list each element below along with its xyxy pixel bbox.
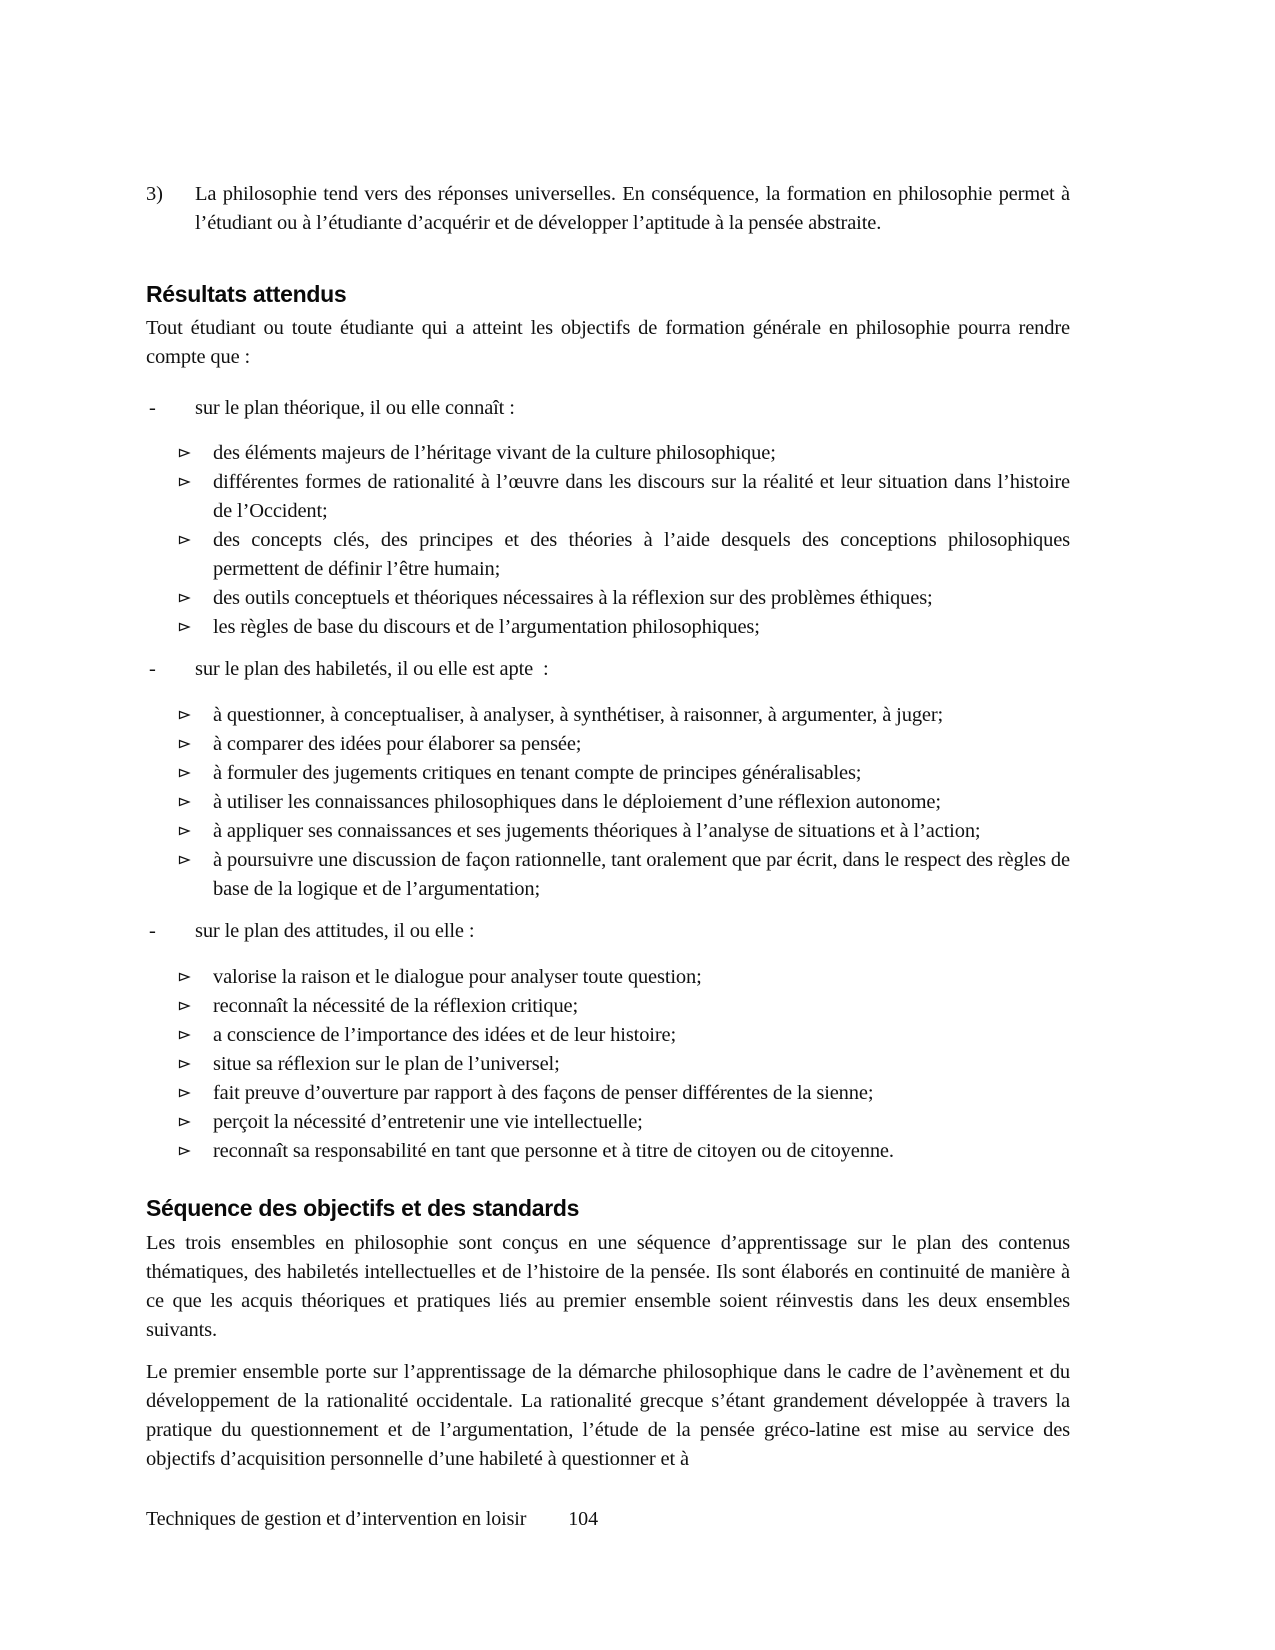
group-label-text: sur le plan des habiletés, il ou elle est apte : [195,658,549,680]
list-item [178,1108,1070,1137]
list-item-text: valorise la raison et le dialogue pour analyser toute question; [213,966,702,988]
heading-resultats-attendus: Résultats attendus [146,281,347,307]
list-item [178,613,1070,642]
list-item [178,788,1070,817]
list-item [178,584,1070,613]
list-item-text: des concepts clés, des principes et des théories à l’aide desquels des conceptions philosophiques permettent de définir l’être humain; [213,529,1070,580]
page-number: 104 [568,1508,598,1530]
list-item [178,526,1070,584]
page-footer [146,1506,598,1532]
list-item [178,468,1070,526]
list-item-text: à comparer des idées pour élaborer sa pensée; [213,733,582,755]
resultats-intro-paragraph: Tout étudiant ou toute étudiante qui a atteint les objectifs de formation générale en philosophie pourra rendre compte que : [146,317,1070,368]
footer-title: Techniques de gestion et d’intervention en loisir [146,1508,527,1530]
arrow-bullet-icon [178,468,213,526]
list-item-text: à questionner, à conceptualiser, à analyser, à synthétiser, à raisonner, à argumenter, à juger; [213,704,944,726]
arrow-bullet-icon [178,1108,213,1137]
arrow-bullet-icon [178,730,213,759]
list-item-text: à formuler des jugements critiques en tenant compte de principes généralisables; [213,762,862,784]
dash-bullet: - [149,397,156,419]
list-item-text: perçoit la nécessité d’entretenir une vie intellectuelle; [213,1111,643,1133]
item-number: 3) [146,183,163,205]
arrow-bullet-icon [178,1021,213,1050]
arrow-bullet-icon [178,701,213,730]
list-item [178,701,1070,730]
list-item [178,846,1070,904]
list-item-text: reconnaît la nécessité de la réflexion critique; [213,995,579,1017]
group-label-habiletes [146,655,1070,684]
numbered-item-3 [146,180,1070,238]
list-item-text: à utiliser les connaissances philosophiques dans le déploiement d’une réflexion autonome; [213,791,941,813]
dash-bullet: - [149,658,156,680]
heading-sequence: Séquence des objectifs et des standards [146,1195,580,1221]
arrow-bullet-icon [178,1137,213,1166]
arrow-bullet-icon [178,963,213,992]
list-item-text: fait preuve d’ouverture par rapport à des façons de penser différentes de la sienne; [213,1082,874,1104]
list-item-text: des éléments majeurs de l’héritage vivant de la culture philosophique; [213,442,776,464]
arrow-bullet-icon [178,1050,213,1079]
dash-bullet: - [149,920,156,942]
list-item-text: différentes formes de rationalité à l’œuvre dans les discours sur la réalité et leur situation dans l’histoire de l’Occident; [213,471,1070,522]
arrow-bullet-icon [178,992,213,1021]
item-text: La philosophie tend vers des réponses universelles. En conséquence, la formation en philosophie permet à l’étudiant ou à l’étudiante d’acquérir et de développer l’aptitude à la pensée abstraite. [195,183,1070,234]
list-item [178,730,1070,759]
list-item-text: a conscience de l’importance des idées et de leur histoire; [213,1024,677,1046]
arrow-bullet-icon [178,788,213,817]
list-item [178,1079,1070,1108]
bullet-list-attitudes [178,963,1070,1166]
group-label-text: sur le plan théorique, il ou elle connaît : [195,397,515,419]
arrow-bullet-icon [178,526,213,584]
arrow-bullet-icon [178,584,213,613]
bullet-list-habiletes [178,701,1070,904]
arrow-bullet-icon [178,817,213,846]
group-label-theorique [146,394,1070,423]
list-item [178,439,1070,468]
list-item [178,1050,1070,1079]
sequence-paragraph-2: Le premier ensemble porte sur l’apprentissage de la démarche philosophique dans le cadre de l’avènement et du développement de la rationalité occidentale. La rationalité grecque s’étant grandement développée à travers la pratique du questionnement et de l’argumentation, l’étude de la pensée gréco-latine est mise au service des objectifs d’acquisition personnelle d’une habileté à questionner et à [146,1361,1070,1470]
list-item-text: à poursuivre une discussion de façon rationnelle, tant oralement que par écrit, dans le respect des règles de base de la logique et de l’argumentation; [213,849,1070,900]
arrow-bullet-icon [178,439,213,468]
arrow-bullet-icon [178,613,213,642]
list-item-text: reconnaît sa responsabilité en tant que personne et à titre de citoyen ou de citoyenne. [213,1140,894,1162]
arrow-bullet-icon [178,1079,213,1108]
list-item [178,992,1070,1021]
list-item-text: des outils conceptuels et théoriques nécessaires à la réflexion sur des problèmes éthiques; [213,587,933,609]
arrow-bullet-icon [178,846,213,904]
list-item-text: à appliquer ses connaissances et ses jugements théoriques à l’analyse de situations et à l’action; [213,820,981,842]
list-item [178,1137,1070,1166]
list-item [178,817,1070,846]
list-item [178,1021,1070,1050]
bullet-list-theorique [178,439,1070,642]
list-item-text: situe sa réflexion sur le plan de l’universel; [213,1053,560,1075]
arrow-bullet-icon [178,759,213,788]
group-label-text: sur le plan des attitudes, il ou elle : [195,920,475,942]
list-item [178,759,1070,788]
list-item-text: les règles de base du discours et de l’argumentation philosophiques; [213,616,760,638]
sequence-paragraph-1: Les trois ensembles en philosophie sont conçus en une séquence d’apprentissage sur le plan des contenus thématiques, des habiletés intellectuelles et de l’histoire de la pensée. Ils sont élaborés en continuité de manière à ce que les acquis théoriques et pratiques liés au premier ensemble soient réinvestis dans les deux ensembles suivants. [146,1232,1070,1341]
group-label-attitudes [146,917,1070,946]
list-item [178,963,1070,992]
